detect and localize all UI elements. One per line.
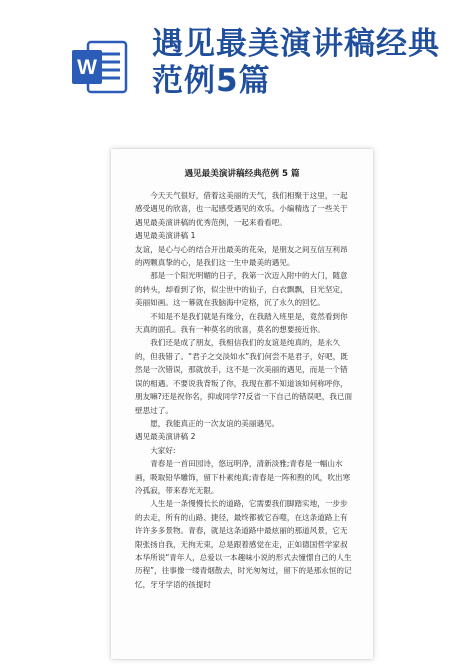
document-paragraph: 愿，我能真正的一次友谊的美丽遇见。 [150, 418, 280, 428]
document-paragraph: 遇见最美演讲稿 2 [135, 432, 196, 442]
document-title: 遇见最美演讲稿经典范例 5 篇 [184, 169, 300, 179]
document-page [111, 149, 373, 659]
header-banner [0, 0, 474, 130]
banner-title: 遇见最美演讲稿经典范例5篇 [152, 26, 440, 99]
document-paragraph: 青春是一首田园诗，悠远明净，清新淡雅;青春是一幅山水画，吸取铅华雕饰，留下朴素纯真;青春是一阵和煦的风，吹出寒冷孤寂，带来春光无限。 [135, 459, 351, 495]
document-paragraph: 今天天气很好，借着这美丽的天气，我们相聚于这里，一起感受遇见的欣喜，也一起感受遇见的欢乐。小编精选了一些关于遇见最美演讲稿的优秀范例，一起来看看吧。 [135, 191, 348, 227]
document-paragraph: 大家好: [150, 445, 176, 455]
document-paragraph: 我们还是成了朋友，我相信我们的友谊是纯真的，是永久的，但我错了。“君子之交淡如水”我们何尝不是君子，好吧，既然是一次错误，那就放手，这不是一次美丽的遇见，而是一个错误的相遇。不要说我背叛了你，我现在都不知道该如何称呼你，朋友嘛?还是祝你名，抑或同学??反省一下自己的错误吧，我已面壁思过了。 [135, 338, 353, 415]
word-document-icon [70, 38, 128, 96]
document-paragraph: 人生是一条慢慢长长的道路，它需要我们脚踏实地，一步步的去走，所有的山路、捷径，最终都被它吞噬，在这条道路上有许许多多景物。青春，就是这条道路中最炫丽的那道风景，它无限张扬自我，无拘无束，总是跟着感觉在走，正如德国哲学家叔本华所说“青年人，总爱以一本趣味小说的形式去憧憬自己的人生历程”，往事像一缕青烟散去，时光匆匆过，留下的是那永恒的记忆，牙牙学语的孩提时 [135, 499, 352, 589]
document-body [135, 189, 355, 591]
document-paragraph: 遇见最美演讲稿 1 [135, 231, 196, 241]
document-paragraph: 那是一个阳光明媚的日子，我第一次迈入附中的大门，随意的转头，却看到了你，似尘世中的仙子，白衣飘飘，目光坚定，美丽如画。这一幕就在我脑海中定格，沉了永久的回忆。 [135, 271, 348, 308]
document-paragraph: 友谊，是心与心的结合开出最美的花朵，是朋友之间互信互利昂的两颗真挚的心，是我们这一生中最美的遇见。 [135, 244, 348, 268]
page-fade-overlay [111, 589, 373, 659]
document-paragraph: 不知是不是我们就是有缘分，在我踏入班里是，竟然看到你天真的面孔。我有一种莫名的欣喜，莫名的想要接近你。 [135, 311, 348, 335]
word-logo-letter: W [77, 56, 97, 79]
